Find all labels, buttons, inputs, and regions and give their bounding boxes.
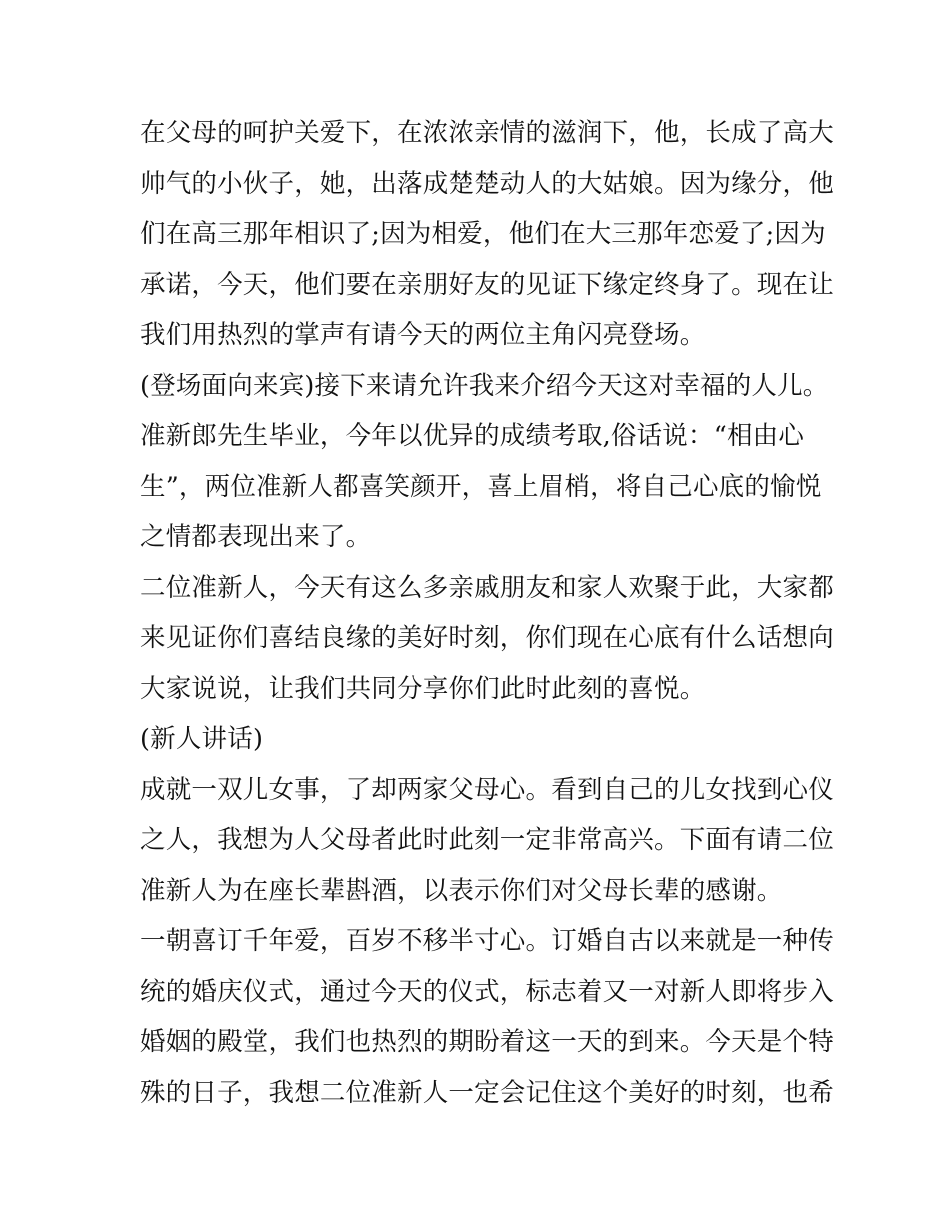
text-line: 在父母的呵护关爱下，在浓浓亲情的滋润下，他，长成了高大 (140, 118, 834, 148)
text-line: 之人，我想为人父母者此时此刻一定非常高兴。下面有请二位 (140, 825, 834, 855)
text-line: 承诺，今天，他们要在亲朋好友的见证下缘定终身了。现在让 (140, 269, 834, 300)
document-body (140, 108, 834, 1118)
text-line: 一朝喜订千年爱，百岁不移半寸心。订婚自古以来就是一种传 (140, 926, 834, 956)
text-line: 二位准新人，今天有这么多亲戚朋友和家人欢聚于此，大家都 (140, 572, 834, 603)
text-line: 来见证你们喜结良缘的美好时刻，你们现在心底有什么话想向 (140, 623, 834, 653)
text-line: 帅气的小伙子，她，出落成楚楚动人的大姑娘。因为缘分，他 (140, 168, 834, 199)
text-line: 殊的日子，我想二位准新人一定会记住这个美好的时刻，也希 (140, 1077, 834, 1108)
text-line: 准新郎先生毕业，今年以优异的成绩考取,俗话说：“相由心 (140, 421, 805, 451)
text-line: 婚姻的殿堂，我们也热烈的期盼着这一天的到来。今天是个特 (140, 1027, 834, 1057)
text-line: 成就一双儿女事，了却两家父母心。看到自己的儿女找到心仪 (140, 774, 834, 805)
text-line: (登场面向来宾)接下来请允许我来介绍今天这对幸福的人儿。 (140, 370, 829, 401)
text-line: 我们用热烈的掌声有请今天的两位主角闪亮登场。 (140, 320, 706, 350)
text-line: 统的婚庆仪式，通过今天的仪式，标志着又一对新人即将步入 (140, 976, 834, 1007)
text-line: (新人讲话) (140, 724, 264, 754)
text-line: 生”，两位准新人都喜笑颜开，喜上眉梢，将自己心底的愉悦 (140, 471, 822, 502)
text-line: 们在高三那年相识了;因为相爱，他们在大三那年恋爱了;因为 (140, 219, 826, 249)
text-line: 之情都表现出来了。 (140, 522, 372, 552)
text-line: 大家说说，让我们共同分享你们此时此刻的喜悦。 (140, 673, 706, 704)
text-line: 准新人为在座长辈斟酒，以表示你们对父母长辈的感谢。 (140, 875, 783, 906)
